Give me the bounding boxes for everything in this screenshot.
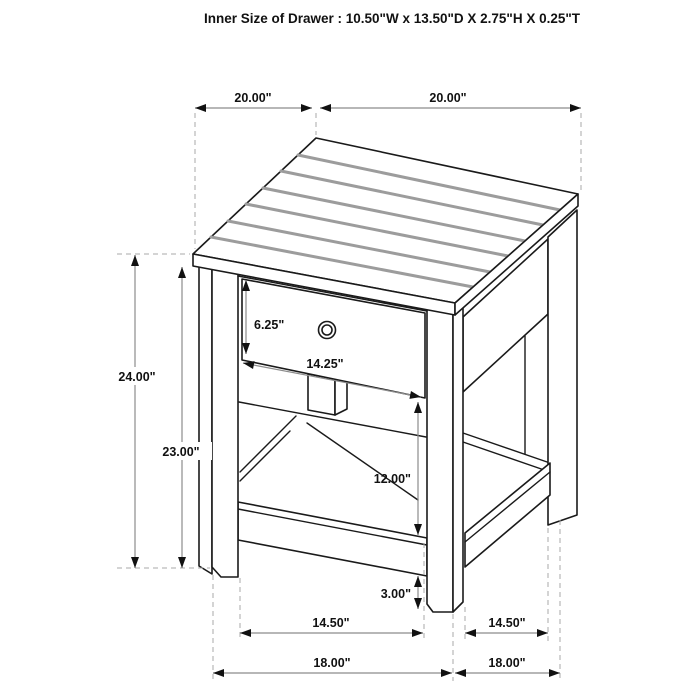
dim-top-depth-label: 20.00" — [234, 91, 272, 105]
dim-front-inner-span-label: 14.50" — [312, 616, 350, 630]
dim-bottom-clearance-label: 3.00" — [380, 587, 411, 601]
dim-front-outer-span-label: 18.00" — [313, 656, 351, 670]
dim-drawer-height-label: 6.25" — [254, 318, 285, 332]
front-right-leg — [427, 303, 463, 612]
dim-side-inner-span-label: 14.50" — [488, 616, 526, 630]
dim-top-width-label: 20.00" — [429, 91, 467, 105]
drawer-knob-inner-icon — [322, 325, 332, 335]
front-left-leg — [199, 259, 238, 577]
dim-overall-height-label: 24.00" — [118, 370, 156, 384]
dim-shelf-opening-label: 12.00" — [373, 472, 411, 486]
dim-height-under-top-label: 23.00" — [162, 445, 200, 459]
page-title: Inner Size of Drawer : 10.50"W x 13.50"D X 2.75"H X 0.25"T — [203, 11, 581, 26]
dim-drawer-width-label: 14.25" — [306, 357, 344, 371]
right-shelf-edge — [465, 463, 550, 567]
back-right-leg — [548, 210, 577, 525]
end-table-drawing — [193, 138, 578, 612]
dim-side-outer-span-label: 18.00" — [488, 656, 526, 670]
front-shelf-edge — [238, 502, 427, 576]
